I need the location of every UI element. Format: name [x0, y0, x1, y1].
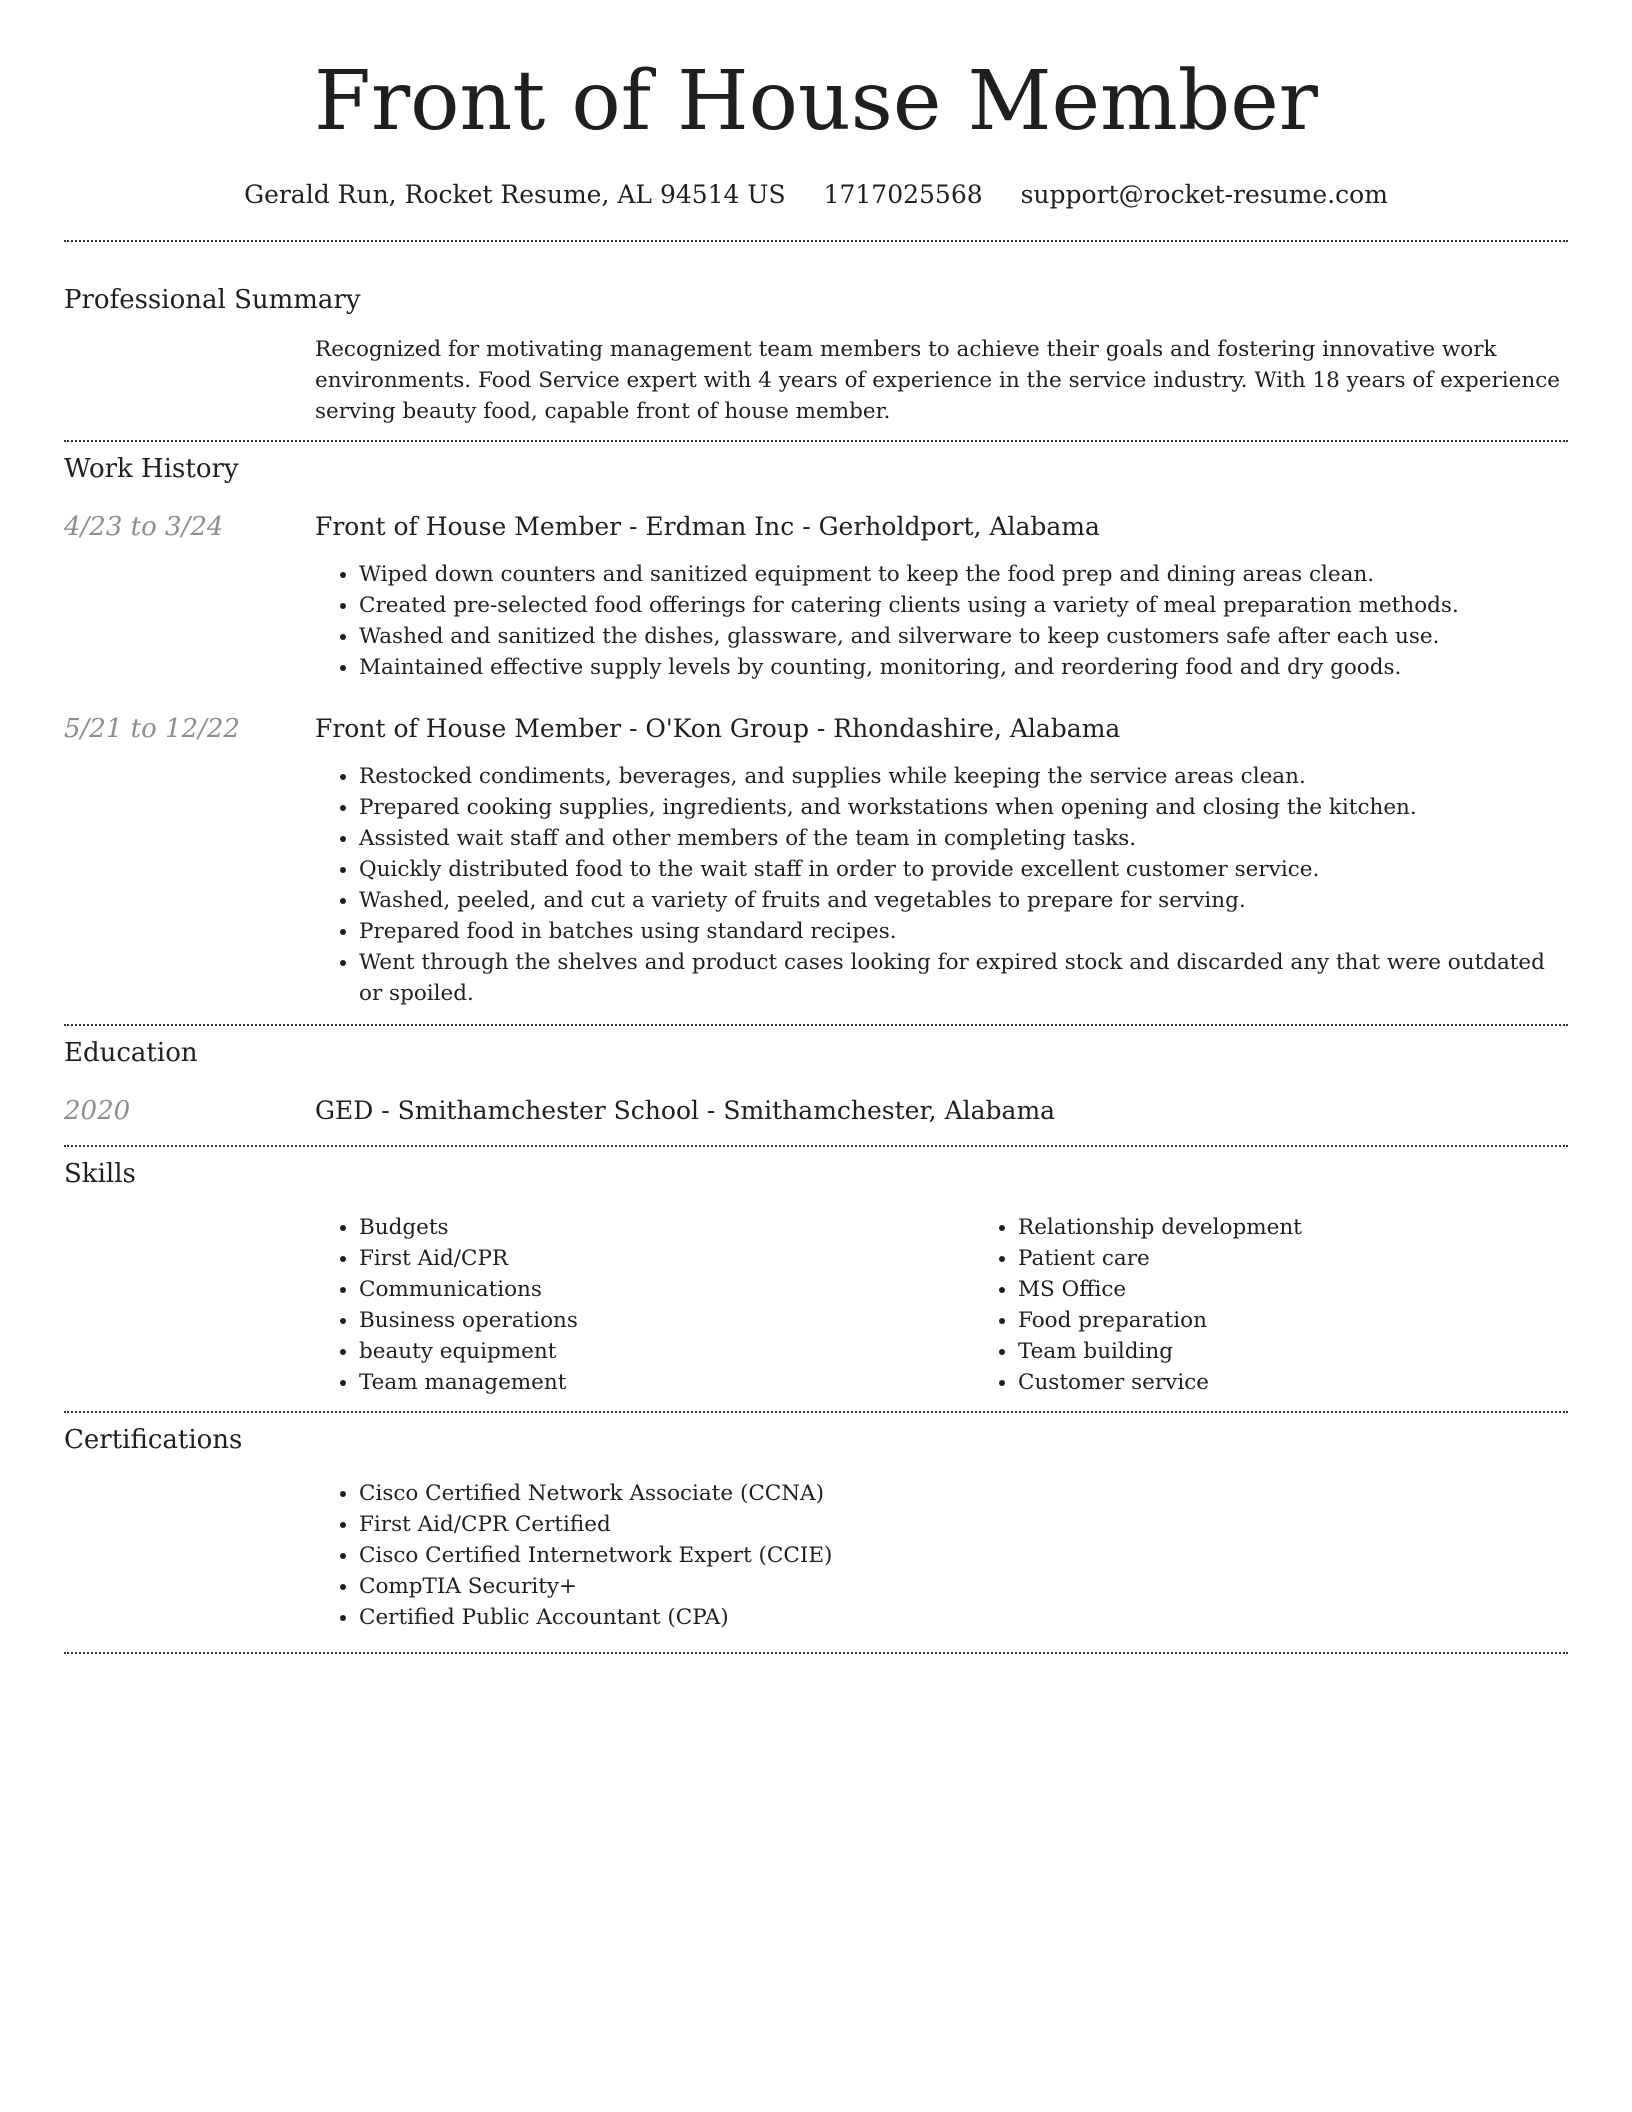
list-item: • MS Office — [1018, 1274, 1632, 1305]
list-item: • Assisted wait staff and other members of the team in completing tasks. — [359, 823, 1568, 854]
list-item: • Food preparation — [1018, 1305, 1632, 1336]
summary-text: Recognized for motivating management team members to achieve their goals and fostering innovative work environments. Food Service expert with 4 years of experience in the service industry. With 18 years of experience serving beauty food, capable front of house member. — [315, 337, 1560, 424]
section-education — [64, 1026, 1568, 1128]
section-work-history — [64, 442, 1568, 1009]
list-item: • Relationship development — [1018, 1212, 1632, 1243]
work-entry — [64, 510, 1568, 683]
list-item: • Washed, peeled, and cut a variety of fruits and vegetables to prepare for serving. — [359, 885, 1568, 916]
list-item: • Customer service — [1018, 1367, 1632, 1398]
skills-grid — [315, 1212, 1632, 1398]
work-heading: Front of House Member - O'Kon Group - Rhondashire, Alabama — [315, 714, 1121, 743]
list-item: • Prepared food in batches using standard recipes. — [359, 916, 1568, 947]
list-item: • Restocked condiments, beverages, and supplies while keeping the service areas clean. — [359, 761, 1568, 792]
contact-address: Gerald Run, Rocket Resume, AL 94514 US — [244, 180, 786, 209]
contact-line — [64, 178, 1568, 212]
section-title: Certifications — [64, 1425, 243, 1455]
list-item: • Cisco Certified Internetwork Expert (CCIE) — [359, 1540, 1568, 1571]
divider — [64, 1652, 1568, 1654]
list-item: • Team management — [359, 1367, 974, 1398]
candidate-name: Front of House Member — [314, 54, 1318, 149]
list-item: • Washed and sanitized the dishes, glassware, and silverware to keep customers safe after each use. — [359, 621, 1568, 652]
list-item: • Maintained effective supply levels by counting, monitoring, and reordering food and dry goods. — [359, 652, 1568, 683]
section-skills — [64, 1147, 1568, 1398]
work-dates: 4/23 to 3/24 — [64, 512, 224, 542]
skills-list-left — [315, 1212, 974, 1398]
section-certifications — [64, 1413, 1568, 1633]
work-entry — [64, 712, 1568, 1009]
list-item: • First Aid/CPR Certified — [359, 1509, 1568, 1540]
section-title: Skills — [64, 1159, 136, 1189]
list-item: • Certified Public Accountant (CPA) — [359, 1602, 1568, 1633]
section-professional-summary — [64, 242, 1568, 427]
list-item: • Quickly distributed food to the wait staff in order to provide excellent customer service. — [359, 854, 1568, 885]
education-entry — [64, 1094, 1568, 1128]
list-item: • First Aid/CPR — [359, 1243, 974, 1274]
list-item: • Communications — [359, 1274, 974, 1305]
work-bullets — [315, 559, 1568, 683]
certifications-list — [315, 1478, 1568, 1633]
list-item: • Team building — [1018, 1336, 1632, 1367]
section-title: Work History — [64, 454, 239, 484]
list-item: • Patient care — [1018, 1243, 1632, 1274]
list-item: • Budgets — [359, 1212, 974, 1243]
list-item: • CompTIA Security+ — [359, 1571, 1568, 1602]
list-item: • Created pre-selected food offerings for catering clients using a variety of meal preparation methods. — [359, 590, 1568, 621]
work-dates: 5/21 to 12/22 — [64, 714, 240, 744]
section-title: Professional Summary — [64, 285, 361, 315]
education-heading: GED - Smithamchester School - Smithamchester, Alabama — [315, 1096, 1056, 1125]
list-item: • Went through the shelves and product cases looking for expired stock and discarded any that were outdated or spoiled. — [359, 947, 1568, 1009]
education-year: 2020 — [64, 1096, 131, 1126]
list-item: • Cisco Certified Network Associate (CCNA) — [359, 1478, 1568, 1509]
work-bullets — [315, 761, 1568, 1009]
list-item: • Business operations — [359, 1305, 974, 1336]
work-heading: Front of House Member - Erdman Inc - Gerholdport, Alabama — [315, 512, 1100, 541]
contact-email: support@rocket-resume.com — [1020, 180, 1388, 209]
list-item: • Wiped down counters and sanitized equipment to keep the food prep and dining areas clean. — [359, 559, 1568, 590]
list-item: • beauty equipment — [359, 1336, 974, 1367]
resume-header — [64, 0, 1568, 212]
skills-list-right — [974, 1212, 1632, 1398]
contact-phone: 1717025568 — [823, 180, 983, 209]
list-item: • Prepared cooking supplies, ingredients, and workstations when opening and closing the kitchen. — [359, 792, 1568, 823]
section-title: Education — [64, 1038, 198, 1068]
